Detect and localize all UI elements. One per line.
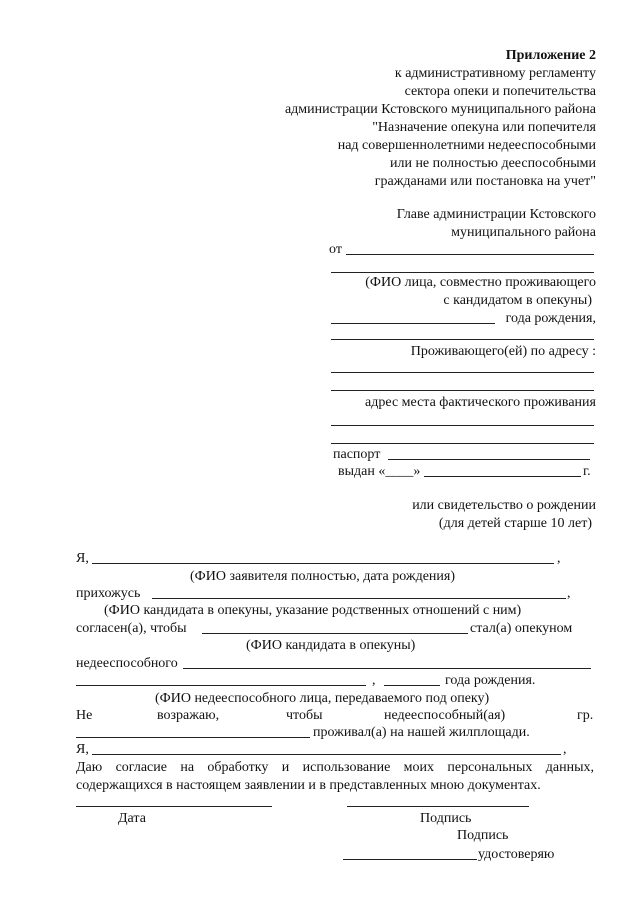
related-comma: , [567, 586, 571, 601]
no-objection-2: возражаю, [157, 708, 220, 723]
no-objection-4: недееспособный(ая) [384, 708, 506, 723]
signature-label-2: Подпись [457, 828, 509, 843]
fio-caption-2: с кандидатом в опекуны) [443, 293, 592, 308]
passport-label: паспорт [333, 447, 381, 462]
applicant-comma: , [557, 551, 561, 566]
header-line-1: к административному регламенту [394, 66, 596, 81]
no-objection-5: гр. [577, 708, 594, 723]
appendix-title: Приложение 2 [505, 48, 596, 63]
signature-field[interactable] [347, 806, 529, 807]
issued-date-field[interactable] [424, 476, 581, 477]
residing-label: Проживающего(ей) по адресу : [410, 344, 596, 359]
related-label: прихожусь [76, 586, 141, 601]
lived-field[interactable] [76, 737, 310, 738]
agree-field[interactable] [202, 633, 468, 634]
blank-line-1[interactable] [331, 339, 594, 340]
addressee-line-1: Главе администрации Кстовского [396, 207, 596, 222]
birth-year-label: года рождения, [505, 311, 596, 326]
fio-caption-1: (ФИО лица, совместно проживающего [365, 275, 596, 290]
header-line-6: или не полностью дееспособными [389, 156, 596, 171]
no-objection-3: чтобы [286, 708, 323, 723]
issued-label: выдан «____» [338, 464, 421, 479]
passport-field[interactable] [388, 459, 590, 460]
certificate-line-1: или свидетельство о рождении [412, 498, 596, 513]
address-line-2[interactable] [331, 390, 594, 391]
certify-field[interactable] [343, 859, 477, 860]
candidate-caption: (ФИО кандидата в опекуны) [246, 638, 416, 653]
actual-address-label: адрес места фактического проживания [365, 395, 596, 410]
actual-address-line-2[interactable] [331, 443, 594, 444]
signature-label: Подпись [420, 811, 472, 826]
related-field[interactable] [152, 598, 566, 599]
comma-sep: , [372, 673, 376, 688]
addressee-line-2: муниципального района [451, 225, 596, 240]
birth-year-field[interactable] [331, 323, 495, 324]
agree-label: согласен(а), чтобы [76, 621, 187, 636]
lived-label: проживал(а) на нашей жилплощади. [313, 725, 530, 740]
header-line-5: над совершеннолетними недееспособными [337, 138, 596, 153]
incapable-field-2[interactable] [76, 685, 366, 686]
certificate-line-2: (для детей старше 10 лет) [438, 516, 592, 531]
no-objection-1: Не [76, 708, 93, 723]
consent-comma: , [563, 742, 567, 757]
incapable-field[interactable] [183, 668, 591, 669]
applicant-field[interactable] [92, 563, 554, 564]
incapable-birth-label: года рождения. [445, 673, 536, 688]
header-line-7: гражданами или постановка на учет" [374, 174, 596, 189]
i-label: Я, [76, 551, 89, 566]
header-line-2: сектора опеки и попечительства [404, 84, 596, 99]
actual-address-line-1[interactable] [331, 425, 594, 426]
incapable-birth-field[interactable] [384, 685, 440, 686]
consent-line-2: содержащихся в настоящем заявлении и в представленных мною документах. [76, 778, 541, 793]
incapable-label: недееспособного [76, 656, 178, 671]
from-field-line[interactable] [346, 254, 594, 255]
consent-line-1: Даю согласие на обработку и использование моих персональных данных, [76, 760, 594, 775]
from-label: от [329, 242, 342, 257]
from-field-line-2[interactable] [331, 272, 594, 273]
header-line-3: администрации Кстовского муниципального района [284, 102, 596, 117]
applicant-caption: (ФИО заявителя полностью, дата рождения) [190, 569, 456, 584]
certify-label: удостоверяю [478, 847, 555, 862]
consent-name-field[interactable] [92, 754, 561, 755]
date-label: Дата [118, 811, 146, 826]
header-line-4: "Назначение опекуна или попечителя [372, 120, 596, 135]
i-label-2: Я, [76, 742, 89, 757]
became-guardian: стал(а) опекуном [470, 621, 573, 636]
date-field[interactable] [76, 806, 272, 807]
incapable-caption: (ФИО недееспособного лица, передаваемого под опеку) [155, 691, 490, 706]
issued-suffix: г. [583, 464, 591, 479]
candidate-caption-full: (ФИО кандидата в опекуны, указание родственных отношений с ним) [104, 603, 522, 618]
address-line-1[interactable] [331, 372, 594, 373]
